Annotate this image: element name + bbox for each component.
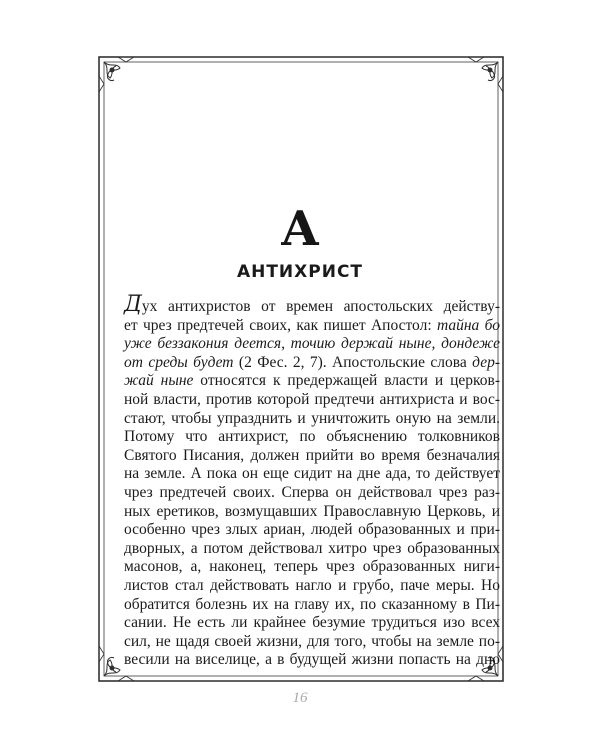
text-line	[124, 614, 500, 633]
text-run: ных еретиков, возмущавших Православную Церковь, и	[124, 502, 500, 520]
text-line	[124, 335, 500, 354]
text-line	[124, 503, 500, 522]
italic-quote: дер-	[472, 353, 500, 371]
text-line	[124, 354, 500, 373]
italic-quote: уже беззакония деется, точию держай ныне, дондеже	[124, 335, 500, 353]
text-run: масонов, а, наконец, теперь чрез образованных ниги-	[124, 558, 500, 576]
text-line	[124, 540, 500, 559]
text-run: листов стал действовать нагло и грубо, паче меры. Но	[124, 576, 500, 594]
body-paragraph	[124, 292, 500, 670]
text-line	[124, 391, 500, 410]
text-line	[124, 521, 500, 540]
text-run: весили на виселице, а в будущей жизни попасть на дно	[124, 651, 500, 669]
text-line	[124, 596, 500, 615]
text-run: сании. Не есть ли крайнее безумие трудиться изо всех	[124, 614, 500, 632]
text-line	[124, 317, 500, 336]
text-run: чрез предтечей своих. Сперва он действовал чрез раз-	[124, 483, 500, 501]
italic-quote: жай ныне	[124, 372, 194, 390]
section-letter: А	[280, 201, 320, 257]
text-line	[124, 651, 500, 670]
text-run: (2 Фес. 2, 7). Апостольские слова	[233, 353, 473, 371]
text-run: стают, чтобы упразднить и уничтожить оную на земли.	[124, 409, 500, 427]
text-line	[124, 633, 500, 652]
text-line	[124, 465, 500, 484]
page-number: 16	[292, 690, 308, 706]
text-line	[124, 372, 500, 391]
text-line	[124, 484, 500, 503]
italic-quote: тайна бо	[436, 316, 500, 334]
text-run: ет чрез предтечей своих, как пишет Апостол:	[124, 316, 437, 334]
text-run: Потому что антихрист, по объяснению толковников	[124, 428, 500, 446]
text-run: относятся к предержащей власти и церков-	[193, 372, 500, 390]
text-line	[124, 447, 500, 466]
drop-cap: Д	[124, 292, 142, 317]
italic-quote: от среды будет	[124, 353, 234, 371]
text-run: особенно чрез злых ариан, людей образованных и при-	[124, 521, 500, 539]
chapter-title: АНТИХРИСТ	[236, 262, 364, 282]
text-line	[124, 292, 500, 317]
text-run: на земле. А пока он еще сидит на дне ада, то действует	[124, 465, 500, 483]
text-line	[124, 558, 500, 577]
text-line	[124, 428, 500, 447]
text-run: ной власти, против которой предтечи антихриста и вос-	[124, 390, 500, 408]
text-run: сил, не щадя своей жизни, для того, чтобы на земле по-	[124, 632, 500, 650]
text-run: обратится болезнь их на главу их, по сказанному в Пи-	[124, 595, 500, 613]
text-line	[124, 577, 500, 596]
text-run: дворных, а потом действовал хитро чрез образованных	[124, 539, 500, 557]
text-run: Святого Писания, должен прийти во время безначалия	[124, 446, 500, 464]
text-line	[124, 410, 500, 429]
text-run: ух антихристов от времен апостольских действу-	[141, 298, 500, 315]
